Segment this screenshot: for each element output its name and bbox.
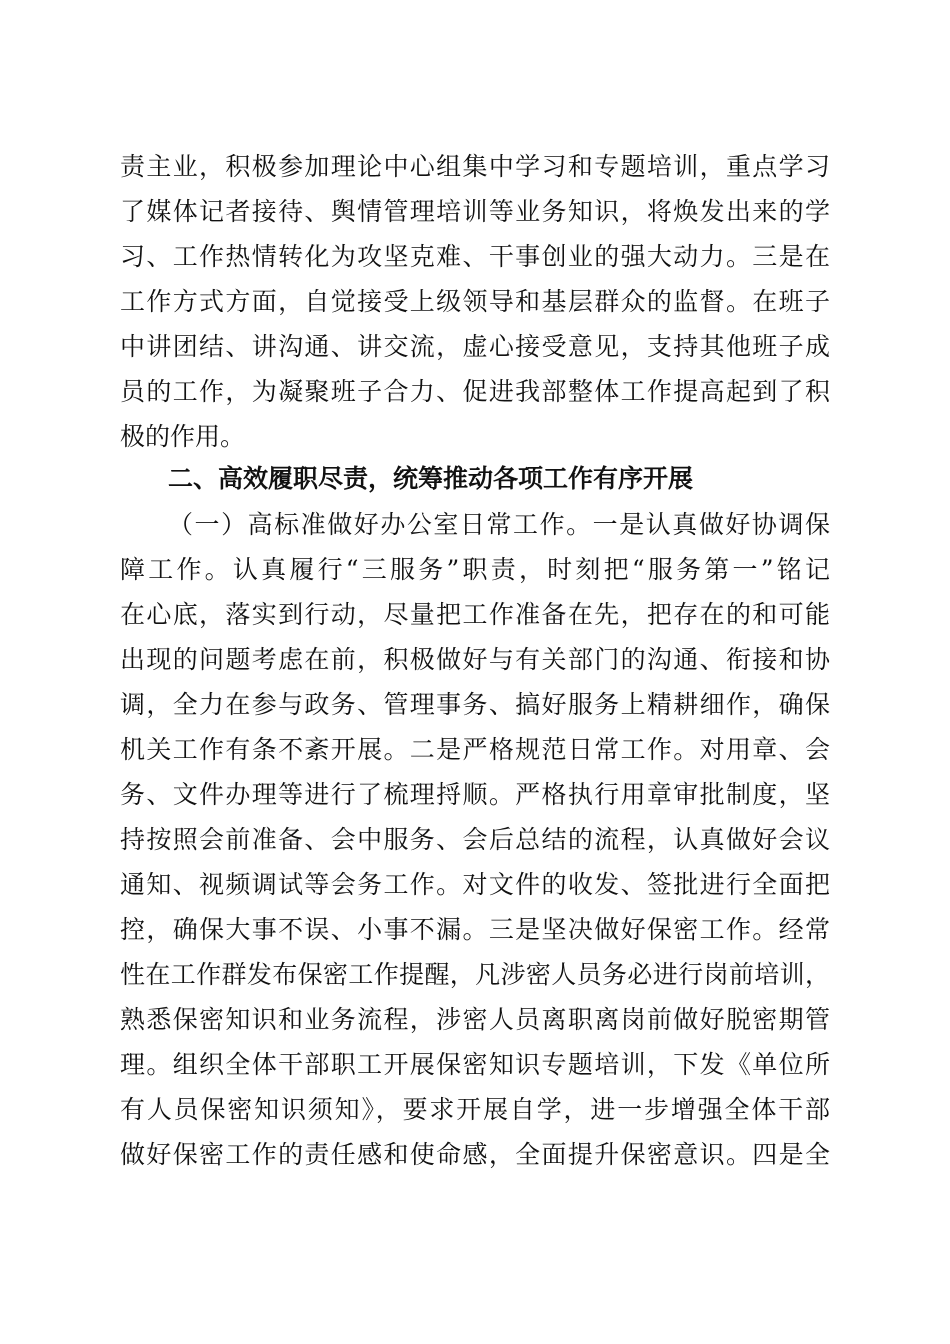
paragraph-line: 持按照会前准备、会中服务、会后总结的流程，认真做好会议 [120,825,830,854]
paragraph-line: 责主业，积极参加理论中心组集中学习和专题培训，重点学习 [120,152,830,181]
paragraph-line: 员的工作，为凝聚班子合力、促进我部整体工作提高起到了积 [120,377,830,406]
paragraph-line: 在心底，落实到行动，尽量把工作准备在先，把存在的和可能 [120,600,830,629]
paragraph-line: 中讲团结、讲沟通、讲交流，虚心接受意见，支持其他班子成 [120,332,830,361]
paragraph-line: 习、工作热情转化为攻坚克难、干事创业的强大动力。三是在 [120,242,830,271]
paragraph-line: 调，全力在参与政务、管理事务、搞好服务上精耕细作，确保 [120,690,830,719]
paragraph-line: 性在工作群发布保密工作提醒，凡涉密人员务必进行岗前培训， [120,960,830,989]
paragraph-line: 障工作。认真履行“三服务”职责，时刻把“服务第一”铭记 [120,555,830,584]
paragraph-line: 出现的问题考虑在前，积极做好与有关部门的沟通、衔接和协 [120,645,830,674]
paragraph-line: 做好保密工作的责任感和使命感，全面提升保密意识。四是全 [120,1140,830,1169]
paragraph-line: 机关工作有条不紊开展。二是严格规范日常工作。对用章、会 [120,735,830,764]
paragraph-line: 务、文件办理等进行了梳理捋顺。严格执行用章审批制度，坚 [120,780,830,809]
paragraph-line: 有人员保密知识须知》，要求开展自学，进一步增强全体干部 [120,1095,830,1124]
paragraph-line: （一）高标准做好办公室日常工作。一是认真做好协调保 [168,510,830,539]
paragraph-line: 工作方式方面，自觉接受上级领导和基层群众的监督。在班子 [120,287,830,316]
section-heading: 二、高效履职尽责，统筹推动各项工作有序开展 [168,464,694,493]
paragraph-line: 通知、视频调试等会务工作。对文件的收发、签批进行全面把 [120,870,830,899]
paragraph-line: 控，确保大事不误、小事不漏。三是坚决做好保密工作。经常 [120,915,830,944]
paragraph-line: 理。组织全体干部职工开展保密知识专题培训，下发《单位所 [120,1050,830,1079]
paragraph-line: 熟悉保密知识和业务流程，涉密人员离职离岗前做好脱密期管 [120,1005,830,1034]
paragraph-line: 了媒体记者接待、舆情管理培训等业务知识，将焕发出来的学 [120,197,830,226]
paragraph-line: 极的作用。 [120,422,246,451]
